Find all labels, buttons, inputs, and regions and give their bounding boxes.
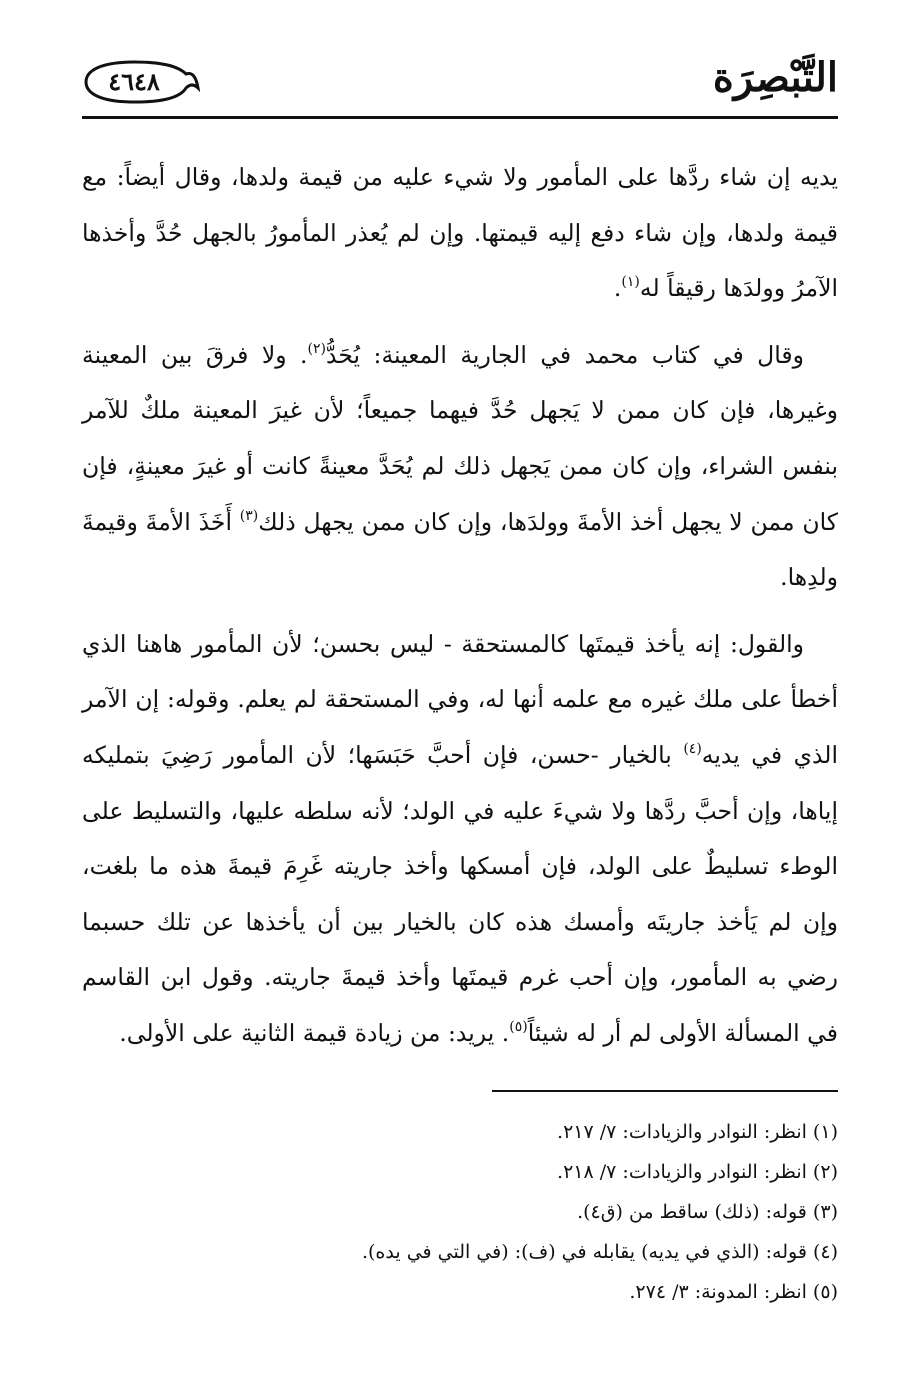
- footnote-2: (٢) انظر: النوادر والزيادات: ٧/ ٢١٨.: [557, 1161, 838, 1183]
- footnotes: [82, 1112, 838, 1312]
- footnote-ref-3: (٣): [239, 507, 259, 524]
- paragraph-2: [82, 328, 838, 606]
- paragraph-2-end: أَخَذَ الأمةَ وقيمةَ ولدِها.: [82, 507, 838, 592]
- paragraph-3-end: . يريد: من زيادة قيمة الثانية على الأولى.: [119, 1018, 510, 1047]
- footnote-ref-2: (٢): [307, 340, 326, 357]
- footnote-5: (٥) انظر: المدونة: ٣/ ٢٧٤.: [629, 1281, 838, 1303]
- paragraph-2-rest: . ولا فرقَ بين المعينة وغيرها، فإن كان ممن لا يَجهل حُدَّ فيهما جميعاً؛ لأن غيرَ المعينة ملكٌ للآمر بنفس الشراء، وإن كان ممن يَجهل ذلك لم يُحَدَّ معينةً كانت أو غيرَ معينةٍ، فإن كان ممن لا يجهل أخذ الأمةَ وولدَها، وإن كان ممن يجهل ذلك: [82, 340, 838, 536]
- paragraph-1: [82, 150, 838, 317]
- footnote-ref-1: (١): [621, 274, 640, 291]
- footnote-rule: [492, 1090, 838, 1092]
- page-header: [82, 48, 838, 118]
- footnote-ref-5: (٥): [509, 1018, 528, 1035]
- page-number: ٤٦٤٨: [108, 67, 160, 96]
- paragraph-3-text: والقول: إنه يأخذ قيمتَها كالمستحقة - ليس بحسن؛ لأن المأمور هاهنا الذي أخطأ على ملك غيره مع علمه أنها له، وفي المستحقة لم يعلم. وقوله: إن الآمر الذي في يديه: [82, 629, 838, 769]
- page-number-frame: [82, 58, 200, 106]
- paragraph-1-end: .: [613, 274, 622, 303]
- footnote-ref-4: (٤): [683, 740, 702, 757]
- footnote-1: (١) انظر: النوادر والزيادات: ٧/ ٢١٧.: [557, 1121, 838, 1143]
- book-title: التَّبْصِرَة: [712, 54, 838, 101]
- footnote-4: (٤) قوله: (الذي في يديه) يقابله في (ف): (في التي في يده).: [361, 1241, 838, 1263]
- paragraph-3-rest: بالخيار -حسن، فإن أحبَّ حَبَسَها؛ لأن المأمور رَضِيَ بتمليكه إياها، وإن أحبَّ ردَّها ولا شيءَ عليه في الولد؛ لأنه سلطه عليها، والتسليط على الوطء تسليطٌ على الولد، فإن أمسكها وأخذ جاريته غَرِمَ قيمةَ هذه ما بلغت، وإن لم يَأخذ جاريتَه وأمسك هذه كان بالخيار بين أن يأخذها عن تلك حسبما رضي به المأمور، وإن أحب غرم قيمتَها وأخذ قيمةَ جاريته. وقول ابن القاسم في المسألة الأولى لم أر له شيئاً: [82, 740, 838, 1047]
- footnote-3: (٣) قوله: (ذلك) ساقط من (ق٤).: [577, 1201, 838, 1223]
- paragraph-2-text: وقال في كتاب محمد في الجارية المعينة: يُحَدُّ: [326, 340, 804, 369]
- body-text: [82, 150, 838, 1073]
- paragraph-3: [82, 617, 838, 1062]
- header-rule: [82, 116, 838, 119]
- paragraph-1-text: يديه إن شاء ردَّها على المأمور ولا شيء عليه من قيمة ولدها، وقال أيضاً: مع قيمة ولدها، وإن شاء دفع إليه قيمتها. وإن لم يُعذر المأمورُ بالجهل حُدَّ وأخذها الآمرُ وولدَها رقيقاً له: [82, 163, 838, 303]
